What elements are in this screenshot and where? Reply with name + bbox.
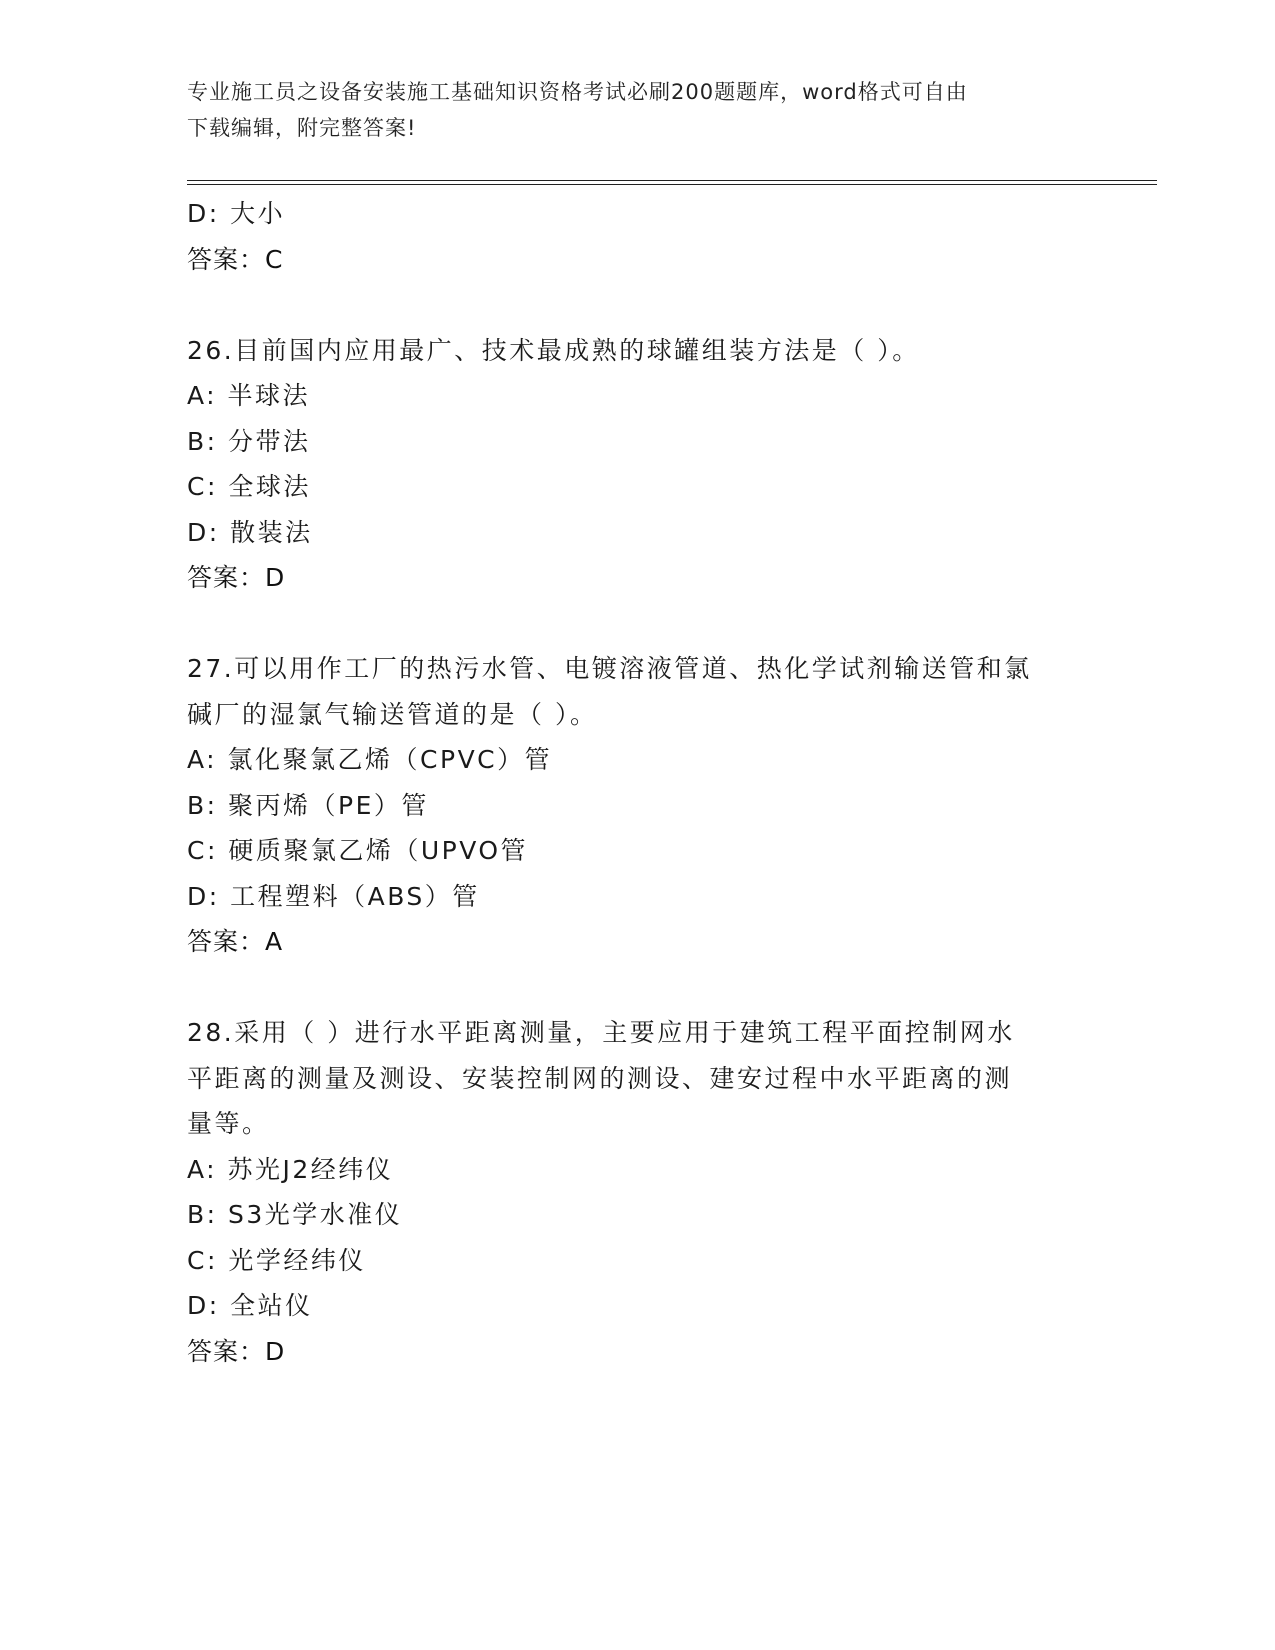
question-26 xyxy=(187,328,1087,601)
header-divider-bottom xyxy=(187,184,1157,185)
option-b: B: S3光学水准仪 xyxy=(187,1200,403,1229)
option-a: A: 半球法 xyxy=(187,381,311,410)
document-header xyxy=(187,74,1087,146)
question-27 xyxy=(187,646,1087,965)
spacer xyxy=(187,282,1087,328)
header-divider-top xyxy=(187,180,1157,181)
option-a: A: 苏光J2经纬仪 xyxy=(187,1154,394,1184)
option-b: B: 分带法 xyxy=(187,426,311,456)
header-line-2: 下载编辑，附完整答案! xyxy=(187,116,417,140)
answer-line: 答案：A xyxy=(187,927,284,956)
option-d: D: 散装法 xyxy=(187,517,313,547)
answer-line: 答案：D xyxy=(187,1336,286,1366)
option-c: C: 硬质聚氯乙烯（UPVO管 xyxy=(187,836,529,865)
question-list xyxy=(187,191,1087,1374)
answer-line: 答案：C xyxy=(187,244,284,274)
option-c: C: 光学经纬仪 xyxy=(187,1245,366,1275)
option-d: D: 大小 xyxy=(187,199,286,228)
question-stem-line-1: 27.可以用作工厂的热污水管、电镀溶液管道、热化学试剂输送管和氯 xyxy=(187,654,1032,683)
question-stem: 26.目前国内应用最广、技术最成熟的球罐组装方法是（ ）。 xyxy=(187,335,920,365)
option-d: D: 全站仪 xyxy=(187,1291,313,1320)
spacer xyxy=(187,601,1087,647)
option-a: A: 氯化聚氯乙烯（CPVC）管 xyxy=(187,745,553,774)
option-d: D: 工程塑料（ABS）管 xyxy=(187,881,480,911)
question-stem-line-3: 量等。 xyxy=(187,1109,270,1138)
spacer xyxy=(187,965,1087,1011)
question-stem-line-1: 28.采用（ ）进行水平距离测量，主要应用于建筑工程平面控制网水 xyxy=(187,1018,1015,1047)
option-b: B: 聚丙烯（PE）管 xyxy=(187,790,429,820)
header-line-1: 专业施工员之设备安装施工基础知识资格考试必刷200题题库，word格式可自由 xyxy=(187,80,968,104)
option-c: C: 全球法 xyxy=(187,472,311,501)
question-28 xyxy=(187,1010,1087,1374)
answer-line: 答案：D xyxy=(187,563,286,592)
question-stem-line-2: 平距离的测量及测设、安装控制网的测设、建安过程中水平距离的测 xyxy=(187,1063,1013,1093)
question-stem-line-2: 碱厂的湿氯气输送管道的是（ ）。 xyxy=(187,699,598,729)
